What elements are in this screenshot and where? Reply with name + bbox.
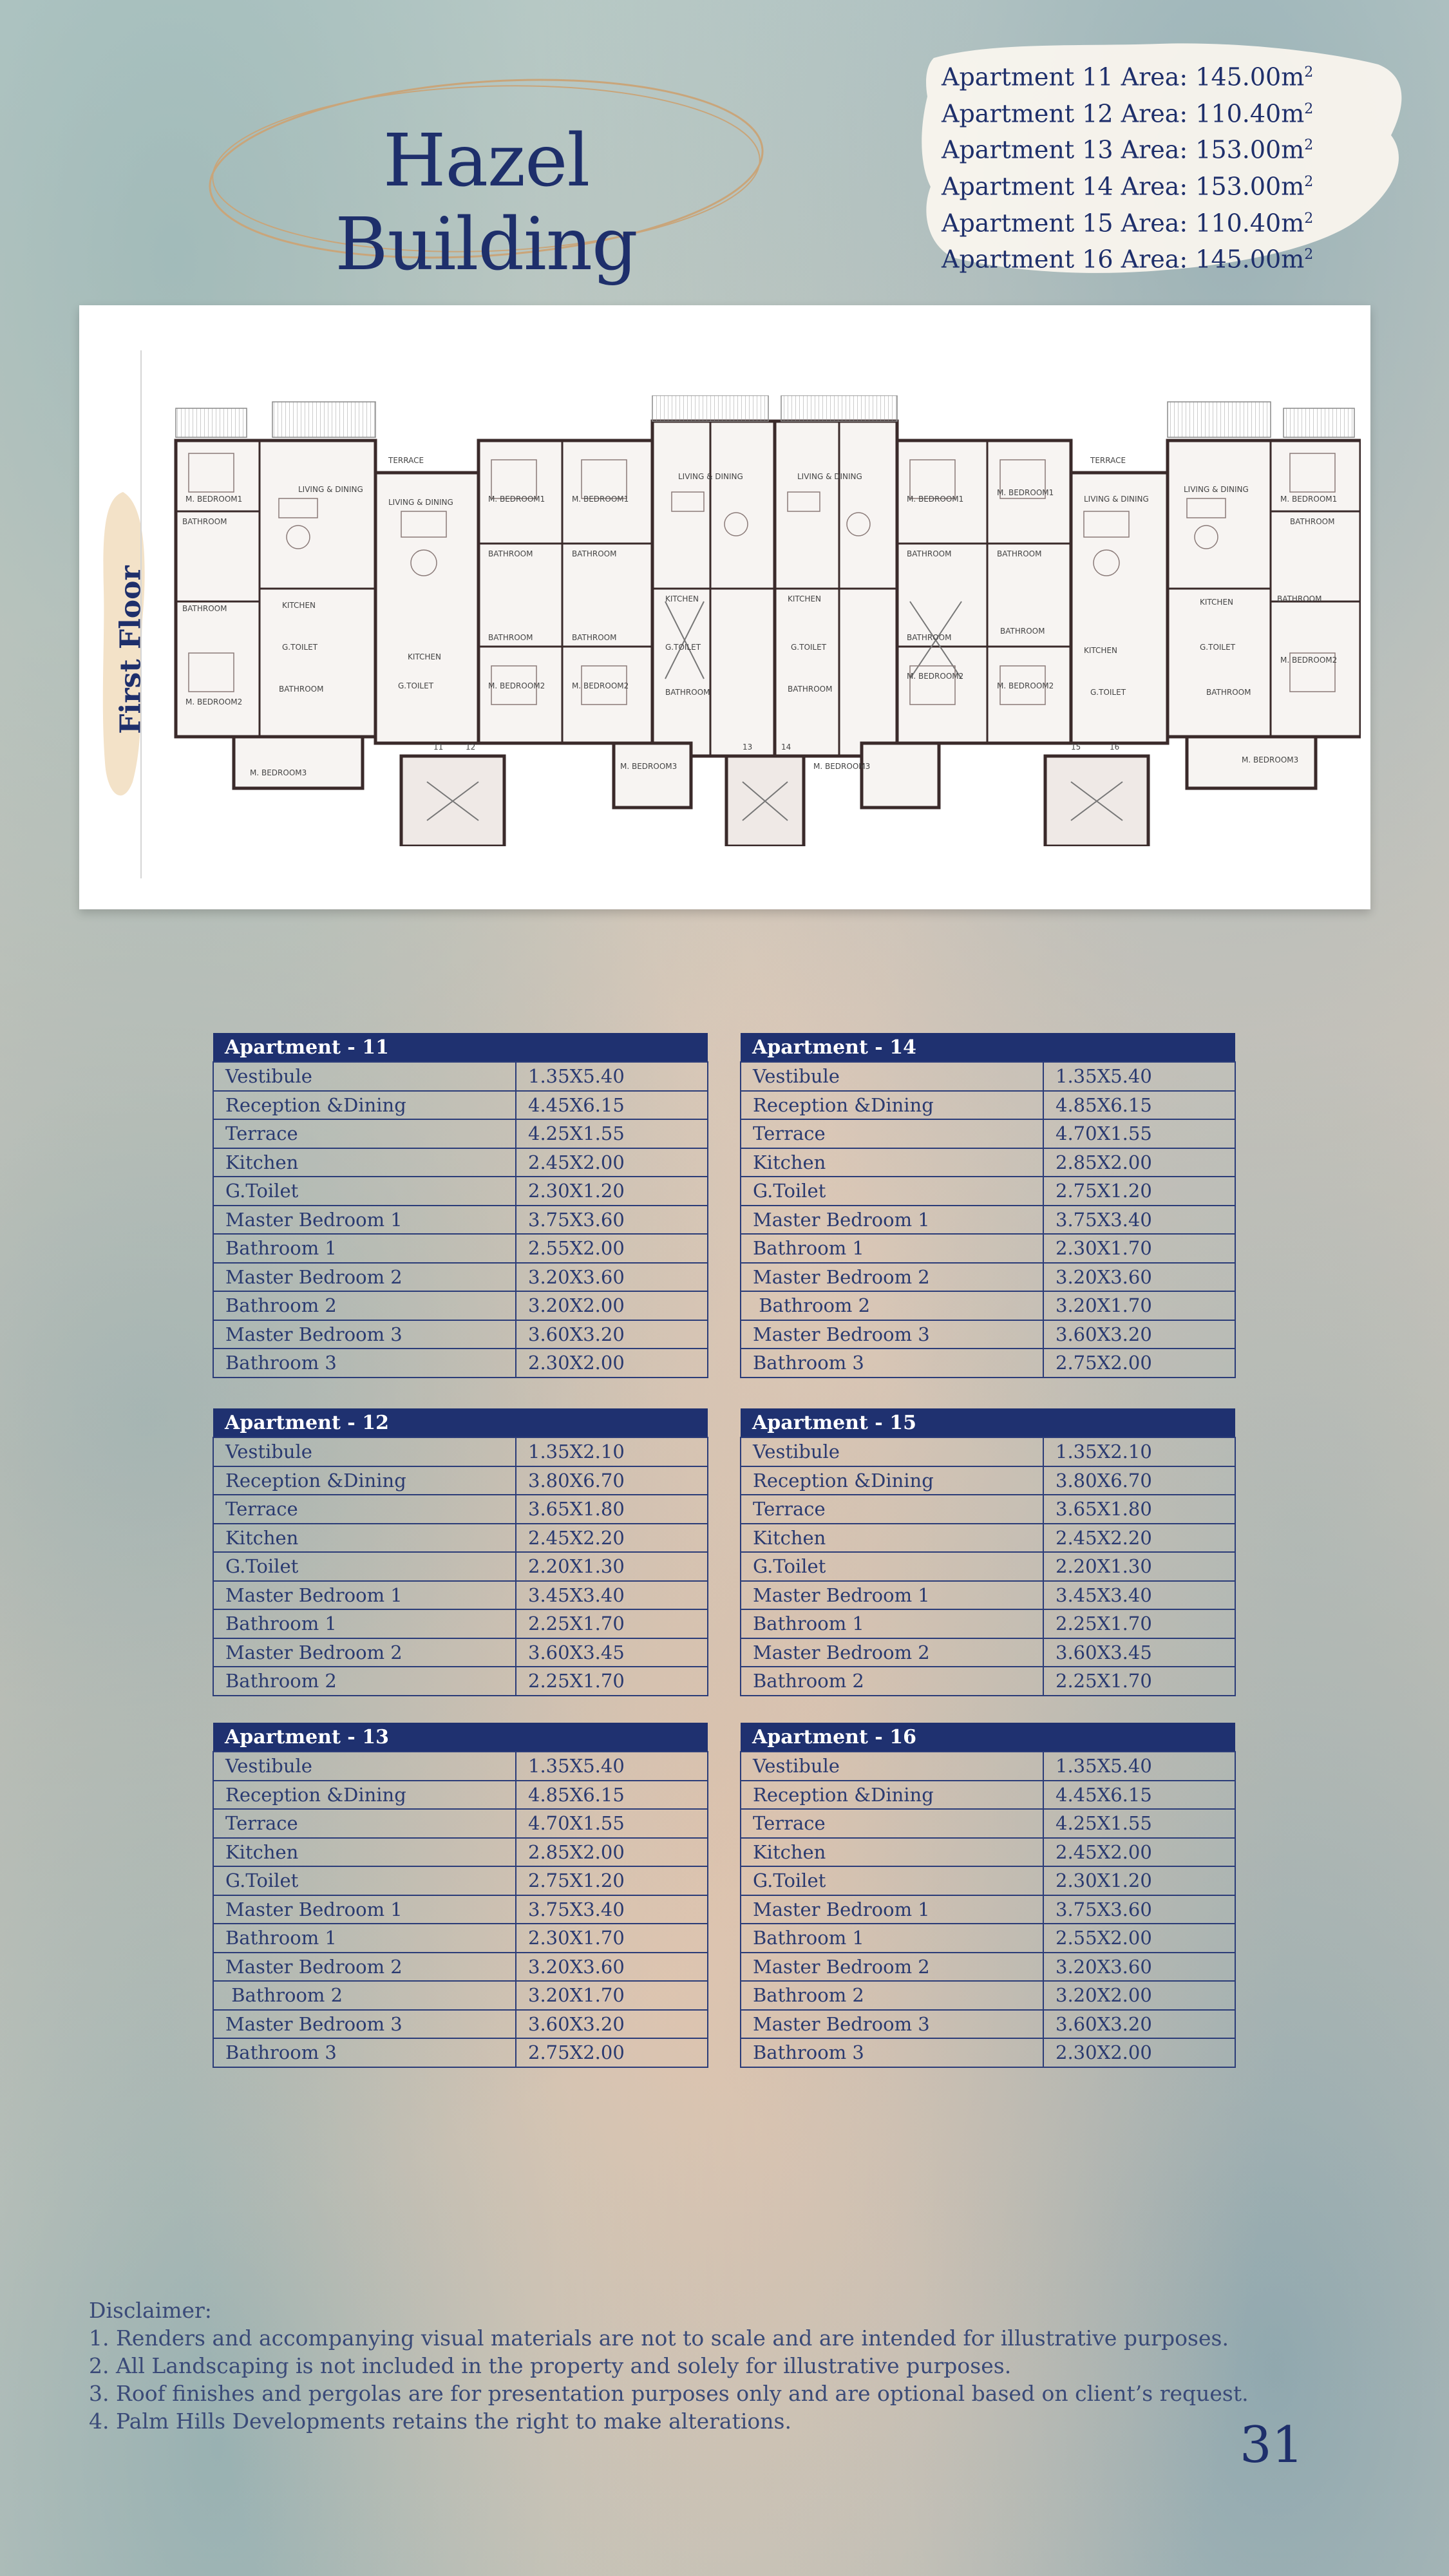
svg-text:KITCHEN: KITCHEN [408,652,441,661]
table-row [213,2038,708,2067]
svg-text:LIVING & DINING: LIVING & DINING [797,472,862,481]
room-dimension-cell: 3.80X6.70 [516,1466,708,1495]
apartment-15-table [740,1408,1236,1696]
floor-plan-drawing [169,395,1361,846]
room-name-cell: Bathroom 3 [213,1349,516,1378]
room-name-cell: G.Toilet [741,1552,1043,1581]
table-title: Apartment - 14 [741,1033,1235,1062]
room-name-cell: Terrace [741,1495,1043,1524]
room-dimension-cell: 2.75X2.00 [516,2038,708,2067]
room-name-cell: Vestibule [741,1437,1043,1466]
svg-text:KITCHEN: KITCHEN [788,594,821,603]
room-dimension-cell: 1.35X2.10 [1043,1437,1235,1466]
table-row [213,1838,708,1867]
table-row [213,1091,708,1120]
room-name-cell: G.Toilet [741,1866,1043,1895]
room-dimension-cell: 3.60X3.20 [1043,1320,1235,1349]
room-name-cell: Reception &Dining [741,1781,1043,1810]
floor-label: First Floor [114,565,147,734]
room-name-cell: Bathroom 1 [213,1924,516,1953]
room-dimension-cell: 3.65X1.80 [1043,1495,1235,1524]
room-dimension-cell: 3.60X3.20 [516,1320,708,1349]
table-row [741,1206,1235,1235]
table-row [741,2010,1235,2039]
room-name-cell: Vestibule [213,1752,516,1781]
room-dimension-cell: 1.35X5.40 [1043,1752,1235,1781]
table-row [213,1206,708,1235]
svg-text:LIVING & DINING: LIVING & DINING [298,485,363,494]
table-row [213,1552,708,1581]
room-name-cell: Master Bedroom 1 [213,1206,516,1235]
table-row [741,1981,1235,2010]
room-dimension-cell: 2.30X2.00 [1043,2038,1235,2067]
page-number: 31 [1240,2416,1304,2474]
table-row [213,1263,708,1292]
apartment-14-table [740,1033,1236,1378]
room-dimension-cell: 3.60X3.45 [516,1638,708,1667]
room-name-cell: Reception &Dining [213,1781,516,1810]
room-dimension-cell: 3.20X3.60 [516,1953,708,1982]
svg-text:M. BEDROOM3: M. BEDROOM3 [1242,755,1299,764]
table-row [741,1320,1235,1349]
table-row [213,1119,708,1148]
table-row [741,1581,1235,1610]
svg-text:LIVING & DINING: LIVING & DINING [1084,495,1149,504]
table-row [741,2038,1235,2067]
svg-text:M. BEDROOM2: M. BEDROOM2 [907,672,964,681]
svg-text:16: 16 [1110,743,1120,752]
room-name-cell: Bathroom 2 [213,1291,516,1320]
room-name-cell: Kitchen [213,1148,516,1177]
table-row [213,1667,708,1696]
room-dimension-cell: 1.35X5.40 [1043,1062,1235,1091]
room-dimension-cell: 2.45X2.00 [1043,1838,1235,1867]
svg-text:BATHROOM: BATHROOM [907,633,952,642]
room-dimension-cell: 3.20X2.00 [1043,1981,1235,2010]
area-line-14: Apartment 14 Area: $153.00m^2$ [942,172,1314,201]
table-row [213,1781,708,1810]
room-dimension-cell: 2.30X2.00 [516,1349,708,1378]
room-dimension-cell: 2.25X1.70 [1043,1609,1235,1638]
room-name-cell: Vestibule [213,1437,516,1466]
svg-text:14: 14 [781,743,791,752]
room-dimension-cell: 2.25X1.70 [1043,1667,1235,1696]
room-dimension-cell: 3.75X3.60 [516,1206,708,1235]
table-row [213,1291,708,1320]
table-row [213,1466,708,1495]
room-name-cell: Bathroom 1 [213,1609,516,1638]
room-dimension-cell: 2.25X1.70 [516,1667,708,1696]
room-name-cell: Master Bedroom 2 [213,1263,516,1292]
room-dimension-cell: 4.85X6.15 [1043,1091,1235,1120]
svg-text:LIVING & DINING: LIVING & DINING [1184,485,1249,494]
svg-text:M. BEDROOM1: M. BEDROOM1 [488,495,545,504]
room-name-cell: Terrace [741,1809,1043,1838]
room-dimension-cell: 3.75X3.60 [1043,1895,1235,1924]
svg-text:BATHROOM: BATHROOM [997,549,1042,558]
table-row [741,1263,1235,1292]
room-dimension-cell: 3.45X3.40 [516,1581,708,1610]
room-name-cell: Reception &Dining [213,1466,516,1495]
room-name-cell: Bathroom 1 [741,1609,1043,1638]
svg-text:KITCHEN: KITCHEN [665,594,699,603]
room-name-cell: Master Bedroom 1 [213,1895,516,1924]
room-dimension-cell: 3.20X3.60 [516,1263,708,1292]
svg-text:G.TOILET: G.TOILET [791,643,827,652]
table-row [741,1667,1235,1696]
room-dimension-cell: 3.75X3.40 [516,1895,708,1924]
table-row [213,2010,708,2039]
room-name-cell: Vestibule [213,1062,516,1091]
table-title: Apartment - 11 [213,1033,708,1062]
svg-text:BATHROOM: BATHROOM [182,517,227,526]
svg-text:G.TOILET: G.TOILET [665,643,701,652]
room-dimension-cell: 2.30X1.20 [516,1177,708,1206]
room-dimension-cell: 4.25X1.55 [516,1119,708,1148]
table-row [741,1638,1235,1667]
room-dimension-cell: 2.20X1.30 [1043,1552,1235,1581]
svg-text:M. BEDROOM1: M. BEDROOM1 [185,495,243,504]
table-row [741,1953,1235,1982]
floor-plan-card [79,305,1370,909]
svg-text:G.TOILET: G.TOILET [398,681,434,690]
svg-text:M. BEDROOM1: M. BEDROOM1 [997,488,1054,497]
table-row [741,1091,1235,1120]
room-name-cell: Master Bedroom 1 [741,1206,1043,1235]
table-row [213,1638,708,1667]
table-row [213,1524,708,1553]
room-dimension-cell: 4.45X6.15 [516,1091,708,1120]
table-row [741,1119,1235,1148]
svg-text:M. BEDROOM2: M. BEDROOM2 [997,681,1054,690]
svg-text:BATHROOM: BATHROOM [1000,627,1045,636]
table-row [741,1148,1235,1177]
page-title: Hazel Building [335,119,638,287]
room-dimension-cell: 1.35X5.40 [516,1062,708,1091]
room-name-cell: Reception &Dining [741,1466,1043,1495]
room-dimension-cell: 4.70X1.55 [516,1809,708,1838]
svg-text:M. BEDROOM3: M. BEDROOM3 [250,768,307,777]
room-name-cell: Kitchen [213,1838,516,1867]
room-dimension-cell: 2.85X2.00 [1043,1148,1235,1177]
room-name-cell: Kitchen [741,1524,1043,1553]
table-row [213,1234,708,1263]
room-dimension-cell: 3.80X6.70 [1043,1466,1235,1495]
room-name-cell: Bathroom 2 [213,1981,516,2010]
room-name-cell: Master Bedroom 2 [741,1263,1043,1292]
svg-text:BATHROOM: BATHROOM [1290,517,1335,526]
room-dimension-cell: 3.60X3.45 [1043,1638,1235,1667]
table-row [213,1320,708,1349]
room-name-cell: Master Bedroom 1 [741,1895,1043,1924]
table-row [741,1234,1235,1263]
room-name-cell: Master Bedroom 2 [741,1638,1043,1667]
room-name-cell: Kitchen [741,1148,1043,1177]
svg-text:BATHROOM: BATHROOM [907,549,952,558]
table-row [213,1495,708,1524]
svg-text:BATHROOM: BATHROOM [572,633,617,642]
svg-text:BATHROOM: BATHROOM [1277,594,1322,603]
room-dimension-cell: 4.85X6.15 [516,1781,708,1810]
apartment-13-table [213,1723,708,2068]
room-dimension-cell: 2.55X2.00 [1043,1924,1235,1953]
svg-text:BATHROOM: BATHROOM [572,549,617,558]
table-row [213,1609,708,1638]
room-dimension-cell: 3.20X1.70 [516,1981,708,2010]
room-dimension-cell: 3.20X1.70 [1043,1291,1235,1320]
svg-text:11: 11 [433,743,444,752]
room-dimension-cell: 2.20X1.30 [516,1552,708,1581]
room-dimension-cell: 3.60X3.20 [516,2010,708,2039]
svg-text:BATHROOM: BATHROOM [488,549,533,558]
disclaimer-item: 2. All Landscaping is not included in the property and solely for illustrative purposes. [89,2353,1012,2378]
svg-text:BATHROOM: BATHROOM [279,685,324,694]
svg-text:M. BEDROOM2: M. BEDROOM2 [488,681,545,690]
room-name-cell: Bathroom 2 [741,1291,1043,1320]
table-row [741,1895,1235,1924]
svg-text:BATHROOM: BATHROOM [182,604,227,613]
svg-text:KITCHEN: KITCHEN [1200,598,1233,607]
svg-text:M. BEDROOM1: M. BEDROOM1 [1280,495,1338,504]
room-dimension-cell: 2.30X1.20 [1043,1866,1235,1895]
svg-text:LIVING & DINING: LIVING & DINING [678,472,743,481]
svg-text:M. BEDROOM1: M. BEDROOM1 [572,495,629,504]
room-dimension-cell: 3.65X1.80 [516,1495,708,1524]
svg-text:BATHROOM: BATHROOM [665,688,710,697]
svg-text:G.TOILET: G.TOILET [1090,688,1126,697]
room-dimension-cell: 2.25X1.70 [516,1609,708,1638]
room-dimension-cell: 3.20X3.60 [1043,1953,1235,1982]
room-name-cell: Bathroom 3 [741,1349,1043,1378]
room-name-cell: Vestibule [741,1062,1043,1091]
table-row [741,1437,1235,1466]
table-row [741,1866,1235,1895]
room-name-cell: Master Bedroom 1 [213,1581,516,1610]
room-name-cell: Terrace [213,1119,516,1148]
room-dimension-cell: 4.45X6.15 [1043,1781,1235,1810]
table-row [741,1552,1235,1581]
svg-text:M. BEDROOM2: M. BEDROOM2 [1280,656,1338,665]
table-row [213,1062,708,1091]
table-row [741,1349,1235,1378]
svg-text:M. BEDROOM2: M. BEDROOM2 [572,681,629,690]
room-name-cell: Reception &Dining [213,1091,516,1120]
table-row [213,1981,708,2010]
room-dimension-cell: 2.75X1.20 [516,1866,708,1895]
room-dimension-cell: 3.75X3.40 [1043,1206,1235,1235]
apartment-11-table [213,1033,708,1378]
table-row [741,1466,1235,1495]
room-dimension-cell: 3.60X3.20 [1043,2010,1235,2039]
table-row [741,1291,1235,1320]
room-name-cell: Master Bedroom 3 [213,1320,516,1349]
svg-text:LIVING & DINING: LIVING & DINING [388,498,453,507]
room-name-cell: Bathroom 1 [741,1234,1043,1263]
room-dimension-cell: 2.30X1.70 [516,1924,708,1953]
table-row [741,1809,1235,1838]
svg-text:KITCHEN: KITCHEN [1084,646,1117,655]
table-row [741,1781,1235,1810]
room-name-cell: Bathroom 2 [741,1667,1043,1696]
apartment-area-list [942,57,1313,276]
room-name-cell: Master Bedroom 2 [741,1953,1043,1982]
room-dimension-cell: 2.30X1.70 [1043,1234,1235,1263]
table-title: Apartment - 16 [741,1723,1235,1752]
apartment-12-table [213,1408,708,1696]
table-row [213,1177,708,1206]
table-row [741,1609,1235,1638]
room-dimension-cell: 2.45X2.00 [516,1148,708,1177]
svg-text:15: 15 [1071,743,1081,752]
room-dimension-cell: 2.45X2.20 [516,1524,708,1553]
room-dimension-cell: 3.20X2.00 [516,1291,708,1320]
room-name-cell: G.Toilet [213,1177,516,1206]
room-name-cell: G.Toilet [213,1552,516,1581]
table-row [213,1924,708,1953]
room-dimension-cell: 2.45X2.20 [1043,1524,1235,1553]
table-row [741,1838,1235,1867]
room-name-cell: Bathroom 1 [741,1924,1043,1953]
table-row [213,1437,708,1466]
table-row [213,1581,708,1610]
room-name-cell: Terrace [213,1495,516,1524]
table-row [213,1148,708,1177]
room-name-cell: Master Bedroom 2 [213,1638,516,1667]
room-dimension-cell: 2.75X1.20 [1043,1177,1235,1206]
room-dimension-cell: 1.35X2.10 [516,1437,708,1466]
svg-text:M. BEDROOM3: M. BEDROOM3 [813,762,871,771]
room-name-cell: Bathroom 3 [213,2038,516,2067]
svg-text:M. BEDROOM3: M. BEDROOM3 [620,762,677,771]
floor-label-box [105,498,156,801]
table-row [213,1866,708,1895]
table-row [741,1177,1235,1206]
table-row [741,1924,1235,1953]
room-dimension-cell: 1.35X5.40 [516,1752,708,1781]
room-name-cell: Master Bedroom 3 [741,1320,1043,1349]
area-line-16: Apartment 16 Area: $145.00m^2$ [942,245,1314,274]
room-name-cell: Bathroom 1 [213,1234,516,1263]
room-name-cell: Master Bedroom 2 [213,1953,516,1982]
svg-text:13: 13 [743,743,753,752]
svg-text:M. BEDROOM1: M. BEDROOM1 [907,495,964,504]
area-line-13: Apartment 13 Area: $153.00m^2$ [942,135,1314,164]
area-line-15: Apartment 15 Area: $110.40m^2$ [942,209,1314,238]
room-name-cell: Master Bedroom 1 [741,1581,1043,1610]
svg-text:G.TOILET: G.TOILET [282,643,318,652]
svg-text:BATHROOM: BATHROOM [788,685,833,694]
room-name-cell: G.Toilet [741,1177,1043,1206]
area-line-12: Apartment 12 Area: $110.40m^2$ [942,99,1314,128]
room-name-cell: Reception &Dining [741,1091,1043,1120]
svg-text:BATHROOM: BATHROOM [1206,688,1251,697]
svg-text:BATHROOM: BATHROOM [488,633,533,642]
room-name-cell: Bathroom 2 [213,1667,516,1696]
room-name-cell: Kitchen [741,1838,1043,1867]
room-name-cell: Vestibule [741,1752,1043,1781]
room-dimension-cell: 4.70X1.55 [1043,1119,1235,1148]
area-line-11: Apartment 11 Area: $145.00m^2$ [942,62,1314,91]
apartment-16-table [740,1723,1236,2068]
svg-text:TERRACE: TERRACE [388,456,424,465]
table-row [213,1809,708,1838]
room-name-cell: Master Bedroom 3 [741,2010,1043,2039]
room-name-cell: Bathroom 3 [741,2038,1043,2067]
svg-text:TERRACE: TERRACE [1090,456,1126,465]
table-title: Apartment - 12 [213,1408,708,1437]
svg-text:M. BEDROOM2: M. BEDROOM2 [185,697,243,706]
table-row [741,1524,1235,1553]
svg-text:12: 12 [466,743,476,752]
disclaimer-item: 4. Palm Hills Developments retains the right to make alterations. [89,2409,791,2434]
table-row [741,1495,1235,1524]
disclaimer-item: 3. Roof finishes and pergolas are for presentation purposes only and are optional based on client’s request. [89,2381,1249,2406]
room-dimension-cell: 2.85X2.00 [516,1838,708,1867]
room-name-cell: Kitchen [213,1524,516,1553]
room-name-cell: Terrace [213,1809,516,1838]
room-name-cell: Master Bedroom 3 [213,2010,516,2039]
table-row [213,1752,708,1781]
room-name-cell: Bathroom 2 [741,1981,1043,2010]
table-row [741,1062,1235,1091]
room-dimension-cell: 3.20X3.60 [1043,1263,1235,1292]
table-title: Apartment - 15 [741,1408,1235,1437]
svg-text:G.TOILET: G.TOILET [1200,643,1236,652]
room-dimension-cell: 3.45X3.40 [1043,1581,1235,1610]
disclaimer-heading: Disclaimer: [89,2298,212,2323]
table-row [213,1953,708,1982]
room-dimension-cell: 4.25X1.55 [1043,1809,1235,1838]
disclaimer [89,2297,1249,2435]
table-row [213,1895,708,1924]
table-row [741,1752,1235,1781]
room-dimension-cell: 2.55X2.00 [516,1234,708,1263]
disclaimer-item: 1. Renders and accompanying visual materials are not to scale and are intended for illustrative purposes. [89,2325,1229,2351]
room-name-cell: G.Toilet [213,1866,516,1895]
svg-text:KITCHEN: KITCHEN [282,601,316,610]
room-dimension-cell: 2.75X2.00 [1043,1349,1235,1378]
room-name-cell: Terrace [741,1119,1043,1148]
table-row [213,1349,708,1378]
table-title: Apartment - 13 [213,1723,708,1752]
